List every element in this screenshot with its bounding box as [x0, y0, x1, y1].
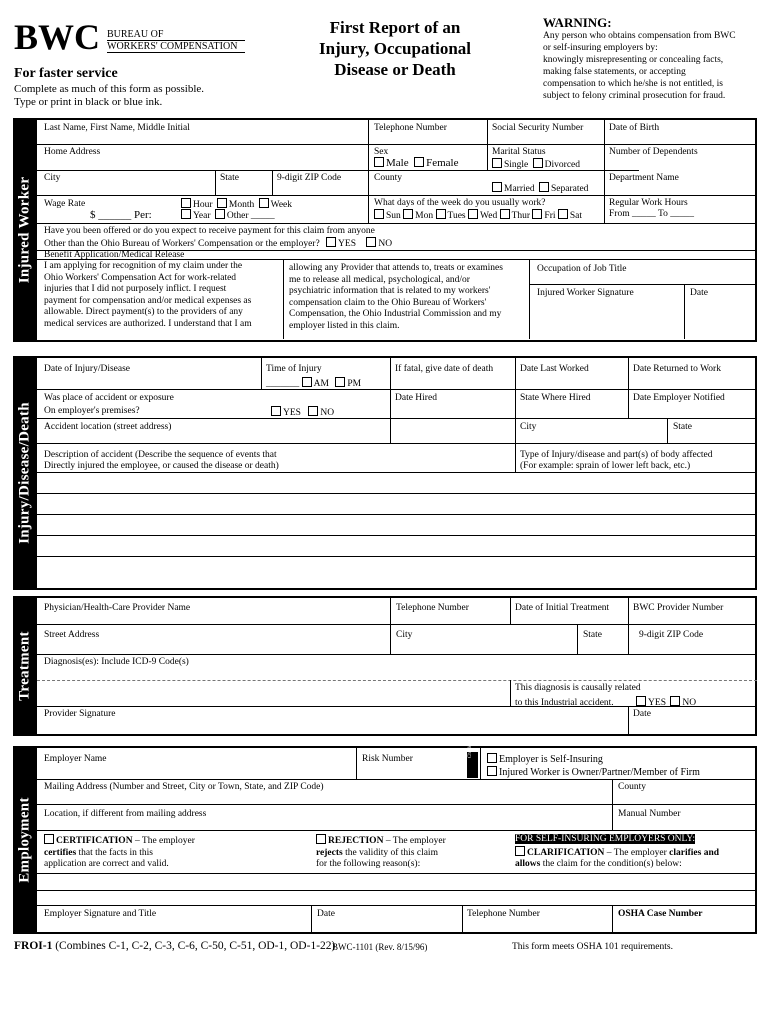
clarification-block: FOR SELF-INSURING EMPLOYERS ONLY: CLARIFICATION – The employer clarifies and allows the claim for the condition(s) below:: [515, 834, 720, 869]
if-fatal-label[interactable]: If fatal, give date of death: [395, 364, 494, 374]
city-label[interactable]: City: [44, 173, 61, 183]
treatment-label: Treatment: [16, 631, 33, 701]
hour-checkbox[interactable]: [181, 198, 191, 208]
faster-service: For faster service: [14, 66, 118, 81]
injury-section: [13, 356, 757, 590]
employer-telephone-label[interactable]: Telephone Number: [467, 909, 540, 919]
injury-type-label-2[interactable]: (For example: sprain of lower left back, etc.): [520, 461, 691, 471]
offered-question-1: Have you been offered or do you expect to receive payment for this claim from anyone: [44, 226, 375, 236]
provider-signature-date-label[interactable]: Date: [633, 709, 651, 719]
description-label-2[interactable]: Directly injured the employee, or caused the disease or death): [44, 461, 279, 471]
separated-checkbox[interactable]: [539, 182, 549, 192]
regular-hours-label: Regular Work Hours: [609, 198, 688, 208]
injury-sidebar: [13, 356, 37, 590]
injury-label: Injury/Disease/Death: [16, 402, 33, 544]
premises-question-1: Was place of accident or exposure: [44, 393, 174, 403]
instructions-line2: Type or print in black or blue ink.: [14, 96, 163, 108]
treatment-sidebar: [13, 596, 37, 736]
time-of-injury-label[interactable]: Time of Injury: [266, 364, 322, 374]
state-label[interactable]: State: [220, 173, 239, 183]
employer-location-label[interactable]: Location, if different from mailing address: [44, 809, 207, 819]
worker-telephone-label[interactable]: Telephone Number: [374, 123, 447, 133]
wage-period-1: Hour Month Week: [181, 198, 292, 211]
physician-state-label[interactable]: State: [583, 630, 602, 640]
physician-name-label[interactable]: Physician/Health-Care Provider Name: [44, 603, 191, 613]
causal-question-1: This diagnosis is causally related: [515, 683, 641, 693]
department-label[interactable]: Department Name: [609, 173, 679, 183]
accident-city-label[interactable]: City: [520, 422, 537, 432]
physician-zip-label[interactable]: 9-digit ZIP Code: [639, 630, 704, 640]
mon-checkbox[interactable]: [403, 209, 413, 219]
thur-checkbox[interactable]: [500, 209, 510, 219]
causal-question-2: to this Industrial accident. YES NO: [515, 698, 697, 708]
injured-worker-label: Injured Worker: [16, 176, 33, 284]
employment-sidebar: [13, 746, 37, 934]
female-checkbox[interactable]: [414, 157, 424, 167]
worker-dob-label[interactable]: Date of Birth: [609, 123, 660, 133]
fri-checkbox[interactable]: [532, 209, 542, 219]
regular-hours-range[interactable]: From _____ To _____: [609, 209, 694, 219]
occupation-label[interactable]: Occupation of Job Title: [537, 264, 627, 274]
year-checkbox[interactable]: [181, 209, 191, 219]
certification-block: CERTIFICATION – The employer certifies that the facts in this application are correct and valid.: [44, 836, 195, 869]
worker-signature-label[interactable]: Injured Worker Signature: [537, 288, 634, 298]
offered-yes-checkbox[interactable]: [326, 237, 336, 247]
offered-no-checkbox[interactable]: [366, 237, 376, 247]
am-checkbox[interactable]: [302, 377, 312, 387]
clarification-checkbox[interactable]: [515, 846, 525, 856]
date-returned-label[interactable]: Date Returned to Work: [633, 364, 721, 374]
title-line2: Injury, Occupational: [318, 39, 472, 58]
days-options: Sun Mon Tues Wed Thur Fri Sat: [374, 209, 582, 222]
employer-signature-label[interactable]: Employer Signature and Title: [44, 909, 157, 919]
premises-no-checkbox[interactable]: [308, 406, 318, 416]
injured-worker-sidebar: [13, 118, 37, 342]
marital-options-2: Married Separated: [492, 182, 588, 195]
sat-checkbox[interactable]: [558, 209, 568, 219]
mailing-address-label[interactable]: Mailing Address (Number and Street, City or Town, State, and ZIP Code): [44, 782, 324, 792]
physician-street-label[interactable]: Street Address: [44, 630, 100, 640]
sex-options: Male Female: [374, 157, 459, 169]
owner-checkbox[interactable]: [487, 766, 497, 776]
warning-title: WARNING:: [543, 15, 612, 30]
provider-signature-label[interactable]: Provider Signature: [44, 709, 116, 719]
diagnosis-label[interactable]: Diagnosis(es): Include ICD-9 Code(s): [44, 657, 189, 667]
self-insuring-only-banner: FOR SELF-INSURING EMPLOYERS ONLY:: [515, 834, 696, 844]
employer-date-label[interactable]: Date: [317, 909, 335, 919]
rejection-block: REJECTION – The employer rejects the validity of this claim for the following reason(s):: [316, 836, 446, 869]
wage-rate-label: Wage Rate: [44, 199, 86, 209]
title-line1: First Report of an: [329, 18, 461, 37]
premises-yes-checkbox[interactable]: [271, 406, 281, 416]
bureau-line2: WORKERS' COMPENSATION: [107, 41, 238, 52]
rejection-checkbox[interactable]: [316, 834, 326, 844]
osha-note-footer: This form meets OSHA 101 requirements.: [512, 942, 673, 952]
home-address-label[interactable]: Home Address: [44, 147, 101, 157]
description-label-1[interactable]: Description of accident (Describe the sequence of events that: [44, 450, 277, 460]
self-insuring-option: Employer is Self-Insuring: [487, 753, 603, 765]
divorced-checkbox[interactable]: [533, 158, 543, 168]
initial-treatment-label[interactable]: Date of Initial Treatment: [515, 603, 610, 613]
time-of-injury-ampm: _______ AM PM: [266, 379, 362, 389]
dependents-label[interactable]: Number of Dependents: [609, 147, 698, 157]
male-checkbox[interactable]: [374, 157, 384, 167]
certification-checkbox[interactable]: [44, 834, 54, 844]
instructions-line1: Complete as much of this form as possible.: [14, 83, 205, 95]
worker-name-label[interactable]: Last Name, First Name, Middle Initial: [44, 123, 190, 133]
employer-name-label[interactable]: Employer Name: [44, 754, 107, 764]
accident-state-label[interactable]: State: [673, 422, 692, 432]
worker-signature-date-label[interactable]: Date: [690, 288, 708, 298]
benefit-application-title: Benefit Application/Medical Release: [44, 250, 185, 260]
bwc-number-footer: BWC-1101 (Rev. 8/15/96): [332, 942, 428, 952]
tues-checkbox[interactable]: [436, 209, 446, 219]
accident-location-label[interactable]: Accident location (street address): [44, 422, 172, 432]
employer-county-label[interactable]: County: [618, 782, 646, 792]
provider-number-label[interactable]: BWC Provider Number: [633, 603, 724, 613]
married-checkbox[interactable]: [492, 182, 502, 192]
county-label[interactable]: County: [374, 173, 402, 183]
wed-checkbox[interactable]: [468, 209, 478, 219]
owner-option: Injured Worker is Owner/Partner/Member of Firm: [487, 766, 700, 778]
check-label: Check: [468, 745, 473, 758]
zip-label[interactable]: 9-digit ZIP Code: [277, 173, 342, 183]
marital-options-1: Single Divorced: [492, 158, 580, 171]
self-insuring-checkbox[interactable]: [487, 753, 497, 763]
benefit-text-col1: I am applying for recognition of my claim under the Ohio Workers' Compensation Act for work-related injuries that I did not purposely inflict. I request payment for compensation and/or medical expenses as allowable. Direct payment(s) to the providers of any medical services are authorized. I understand that I am: [44, 261, 252, 329]
date-hired-label[interactable]: Date Hired: [395, 393, 437, 403]
osha-case-number-label[interactable]: OSHA Case Number: [618, 909, 703, 919]
date-last-worked-label[interactable]: Date Last Worked: [520, 364, 589, 374]
wage-amount[interactable]: $ ______ Per:: [90, 209, 152, 221]
form-id-footer: FROI-1 (Combines C-1, C-2, C-3, C-6, C-50, C-51, OD-1, OD-1-22): [14, 940, 336, 952]
physician-city-label[interactable]: City: [396, 630, 413, 640]
title-line3: Disease or Death: [334, 60, 456, 79]
wage-period-2: Year Other _____: [181, 209, 275, 222]
benefit-text-col2: allowing any Provider that attends to, treats or examines me to release all medical, psychological, and/or psychiatric information that is related to my workers' compensation claim to the Ohio Bureau of Workers' Compensation, the Ohio Industrial Commission and my employer listed in this claim.: [289, 263, 503, 331]
marital-status-label: Marital Status: [492, 147, 546, 157]
sex-label: Sex: [374, 147, 389, 157]
week-checkbox[interactable]: [259, 198, 269, 208]
other-checkbox[interactable]: [215, 209, 225, 219]
bureau-line1: BUREAU OF: [107, 29, 164, 40]
causal-yes-checkbox[interactable]: [636, 696, 646, 706]
employer-notified-label[interactable]: Date Employer Notified: [633, 393, 725, 403]
causal-no-checkbox[interactable]: [670, 696, 680, 706]
injury-type-label-1[interactable]: Type of Injury/disease and part(s) of body affected: [520, 450, 713, 460]
manual-number-label[interactable]: Manual Number: [618, 809, 681, 819]
single-checkbox[interactable]: [492, 158, 502, 168]
worker-ssn-label[interactable]: Social Security Number: [492, 123, 584, 133]
form-title: [300, 17, 490, 80]
employment-label: Employment: [16, 797, 33, 883]
bwc-logo: BWC: [14, 17, 101, 57]
state-hired-label[interactable]: State Where Hired: [520, 393, 591, 403]
offered-question-2: Other than the Ohio Bureau of Workers' Compensation or the employer? YES NO: [44, 239, 393, 249]
premises-options: YES NO: [271, 406, 334, 419]
date-of-injury-label[interactable]: Date of Injury/Disease: [44, 364, 130, 374]
premises-question-2: On employer's premises?: [44, 406, 140, 416]
days-question: What days of the week do you usually work?: [374, 198, 546, 208]
physician-telephone-label[interactable]: Telephone Number: [396, 603, 469, 613]
sun-checkbox[interactable]: [374, 209, 384, 219]
pm-checkbox[interactable]: [335, 377, 345, 387]
month-checkbox[interactable]: [217, 198, 227, 208]
risk-number-label[interactable]: Risk Number: [362, 754, 413, 764]
warning-text: Any person who obtains compensation from BWC or self-insuring employers by: knowingly misrepresenting or concealing facts, making false statements, or accepting compensation to which he/she is not entitled, is subject to felony criminal prosecution for fraud.: [543, 31, 736, 101]
